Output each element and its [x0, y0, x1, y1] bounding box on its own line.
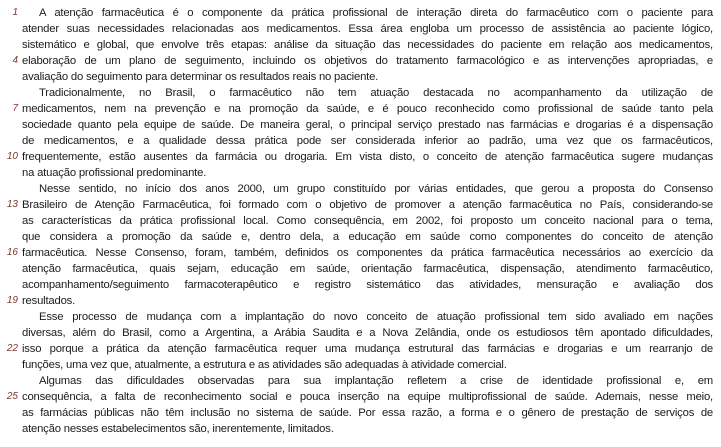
- line-number: 1: [12, 7, 18, 18]
- line-text: elaboração de um plano de seguimento, incluindo os objetivos do tratamento farmacológico e as intervenções apropriadas, e: [22, 55, 713, 67]
- text-line-row: [0, 197, 721, 213]
- text-line-row: [0, 69, 721, 85]
- line-text: Esse processo de mudança com a implantação do novo conceito de atuação profissional tem sido avaliado em nações: [39, 311, 713, 323]
- line-number: 25: [6, 391, 18, 402]
- line-number: [0, 277, 22, 293]
- line-text: Nesse sentido, no início dos anos 2000, um grupo constituído por várias entidades, que gerou a proposta do Consenso: [39, 183, 713, 195]
- line-number: [0, 405, 22, 421]
- line-text: isso porque a prática da atenção farmacêutica requer uma mudança estrutural das farmácias e drogarias e um rearranjo de: [22, 343, 713, 355]
- line-number: [0, 133, 22, 149]
- line-number: 19: [6, 295, 18, 306]
- line-text: as características da prática profissional local. Como consequência, em 2002, foi proposto um conceito nacional para o tema,: [22, 215, 713, 227]
- line-text: A atenção farmacêutica é o componente da prática profissional de interação direta do farmacêutico com o paciente para: [39, 7, 713, 19]
- text-line-row: [0, 421, 721, 437]
- text-line-row: [0, 21, 721, 37]
- text-line-row: [0, 261, 721, 277]
- line-text: funções, uma vez que, atualmente, a estrutura e as atividades são adequadas à atividade comercial.: [22, 359, 507, 371]
- line-number: [0, 181, 22, 197]
- text-line-row: [0, 325, 721, 341]
- line-text: frequentemente, estão ausentes da farmácia ou drogaria. Em vista disto, o conceito de atenção farmacêutica sugere mudanças: [22, 151, 713, 163]
- line-number: 10: [6, 151, 18, 162]
- text-line-row: [0, 357, 721, 373]
- line-text: de medicamentos, e a qualidade dessa prática pode ser considerada inferior ao padrão, uma vez que os farmacêuticos,: [22, 135, 713, 147]
- line-number: [0, 213, 22, 229]
- line-number: [0, 69, 22, 85]
- line-number: [0, 325, 22, 341]
- line-text: atenção farmacêutica, quais sejam, educação em saúde, orientação farmacêutica, dispensação, atendimento farmacêutico,: [22, 263, 713, 275]
- text-line-row: [0, 389, 721, 405]
- text-line-row: [0, 309, 721, 325]
- line-number: [0, 85, 22, 101]
- text-line-row: [0, 293, 721, 309]
- line-text: medicamentos, nem na prevenção e na promoção da saúde, e é pouco reconhecido como profissional de saúde tanto pela: [22, 103, 713, 115]
- line-text: avaliação do seguimento para determinar os resultados reais no paciente.: [22, 71, 379, 83]
- text-line-row: [0, 277, 721, 293]
- line-text: Brasileiro de Atenção Farmacêutica, foi formado com o objetivo de promover a atenção farmacêutica no País, considerando-se: [22, 199, 713, 211]
- line-text: consequência, a falta de reconhecimento social e pouca inserção na equipe multiprofissional de saúde. Ademais, nesse meio,: [22, 391, 713, 403]
- text-line-row: [0, 165, 721, 181]
- line-number: [0, 357, 22, 373]
- line-number: [0, 229, 22, 245]
- document-text: [0, 5, 721, 437]
- line-text: Algumas das dificuldades observadas para sua implantação refletem a crise de identidade profissional e, em: [39, 375, 713, 387]
- text-line-row: [0, 213, 721, 229]
- line-number: [0, 309, 22, 325]
- text-line-row: [0, 405, 721, 421]
- text-line-row: [0, 133, 721, 149]
- text-line-row: [0, 341, 721, 357]
- text-line-row: [0, 245, 721, 261]
- line-text: sistemático e global, que envolve três etapas: análise da situação das necessidades do paciente em relação aos medicamentos,: [22, 39, 713, 51]
- text-line-row: [0, 149, 721, 165]
- line-text: as farmácias públicas não têm inclusão no sistema de saúde. Por essa razão, a forma e o gênero de prestação de serviços de: [22, 407, 713, 419]
- text-line-row: [0, 181, 721, 197]
- line-text: na atuação profissional predominante.: [22, 167, 207, 179]
- text-line-row: [0, 101, 721, 117]
- text-line-row: [0, 37, 721, 53]
- line-text: diversas, além do Brasil, como a Argentina, a Arábia Saudita e a Nova Zelândia, onde os estudiosos têm apontado dificuldades,: [22, 327, 713, 339]
- text-line-row: [0, 53, 721, 69]
- line-text: acompanhamento/seguimento farmacoterapêutico e registro sistemático das atividades, mensuração e avaliação dos: [22, 279, 713, 291]
- line-number: [0, 37, 22, 53]
- text-line-row: [0, 5, 721, 21]
- line-text: farmacêutica. Nesse Consenso, foram, também, definidos os componentes da prática farmacêutica necessários ao exercício da: [22, 247, 713, 259]
- line-number: 4: [12, 55, 18, 66]
- line-number: [0, 165, 22, 181]
- line-number: [0, 421, 22, 437]
- line-text: sociedade quanto pela equipe de saúde. De maneira geral, o principal serviço prestado nas farmácias e drogarias é a dispensação: [22, 119, 713, 131]
- line-number: [0, 373, 22, 389]
- line-text: atender suas necessidades relacionadas aos medicamentos. Essa área engloba um processo de assistência ao paciente lógico,: [22, 23, 713, 35]
- line-text: que considera a promoção da saúde e, dentro dela, a educação em saúde como componentes do conceito de atenção: [22, 231, 713, 243]
- line-number: 7: [12, 103, 18, 114]
- line-text: atenção nesses estabelecimentos são, inerentemente, limitados.: [22, 423, 334, 435]
- line-number: 22: [6, 343, 18, 354]
- text-line-row: [0, 229, 721, 245]
- line-number: 16: [6, 247, 18, 258]
- line-number: 13: [6, 199, 18, 210]
- line-number: [0, 21, 22, 37]
- text-line-row: [0, 373, 721, 389]
- line-number: [0, 117, 22, 133]
- line-number: [0, 261, 22, 277]
- line-text: Tradicionalmente, no Brasil, o farmacêutico não tem atuação destacada no acompanhamento da utilização de: [39, 87, 713, 99]
- line-text: resultados.: [22, 295, 76, 307]
- text-line-row: [0, 117, 721, 133]
- text-line-row: [0, 85, 721, 101]
